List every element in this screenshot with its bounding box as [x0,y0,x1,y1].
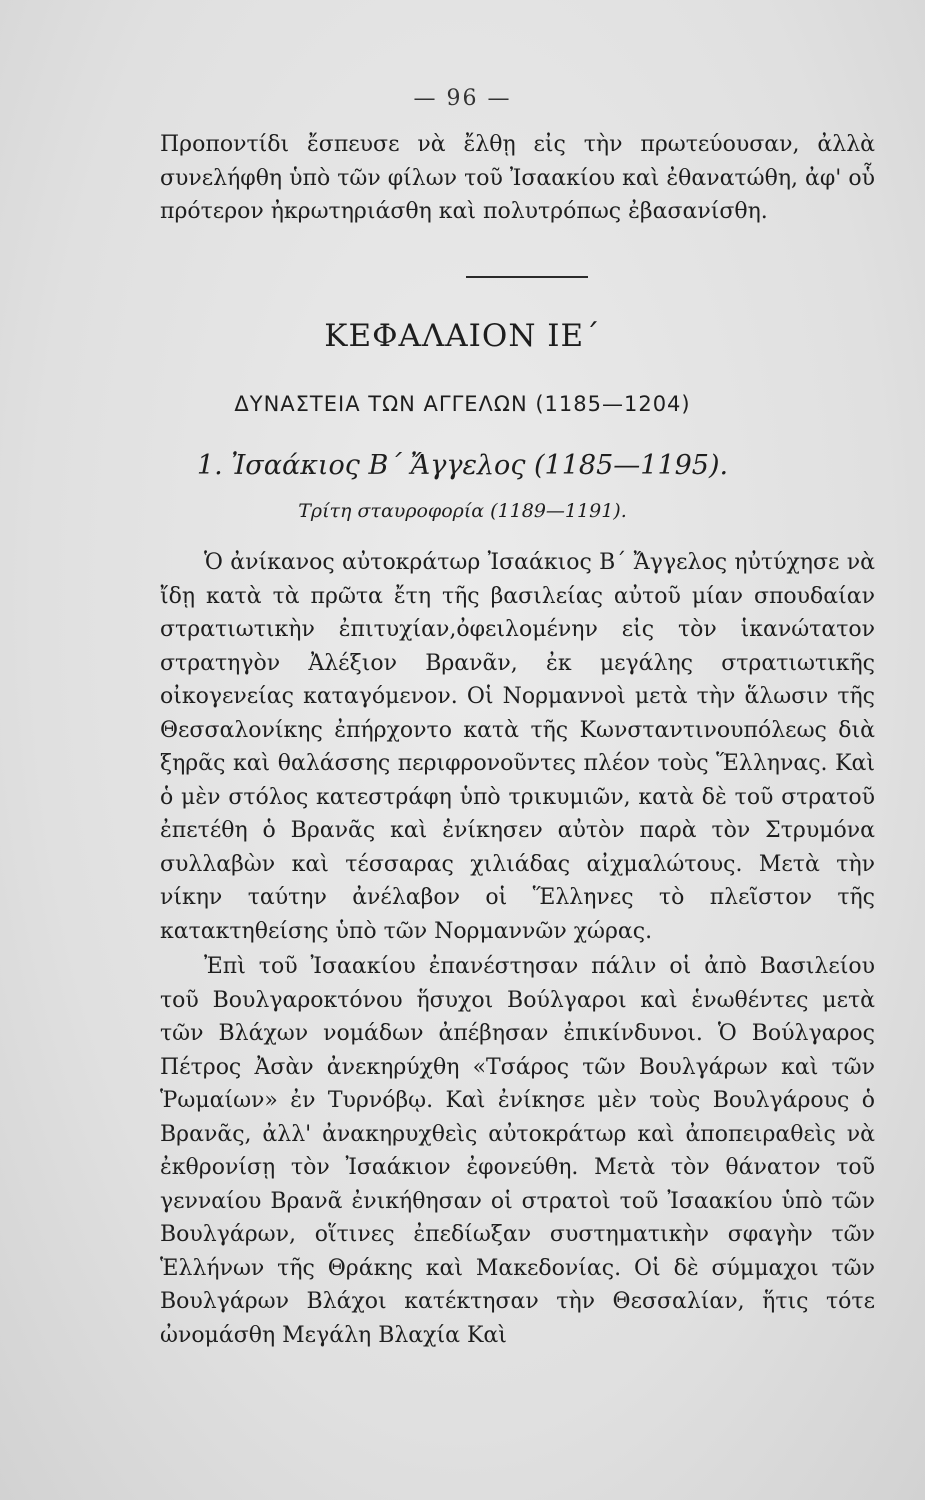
chapter-title: ΚΕΦΑΛΑΙΟΝ ΙΕ΄ [324,318,601,354]
section-heading: 1. Ἰσαάκιος Β΄ Ἄγγελος (1185—1195). [196,450,729,481]
page-number: — 96 — [413,86,512,111]
paragraph: Ἐπὶ τοῦ Ἰσαακίου ἐπανέστησαν πάλιν οἱ ἀπὸ Βασιλείου τοῦ Βουλγαροκτόνου ἥσυχοι Βούλγαροι καὶ ἑνωθέντες μετὰ τῶν Βλάχων νομάδων ἀπέβησαν ἐπικίνδυνοι. Ὁ Βούλγαρος Πέτρος Ἀσὰν ἀνεκηρύχθη «Τσάρος τῶν Βουλγάρων καὶ τῶν Ῥωμαίων» ἐν Τυρνόβῳ. Καὶ ἐνίκησε μὲν τοὺς Βουλγάρους ὁ Βρανᾶς, ἀλλ' ἀνακηρυχθεὶς αὐτοκράτωρ καὶ ἀποπειραθεὶς νὰ ἐκθρονίσῃ τὸν Ἰσαάκιον ἐφονεύθη. Μετὰ τὸν θάνατον τοῦ γενναίου Βρανᾶ ἐνικήθησαν οἱ στρατοὶ τοῦ Ἰσαακίου ὑπὸ τῶν Βουλγάρων, οἵτινες ἐπεδίωξαν συστηματικὴν σφαγὴν τῶν Ἑλλήνων τῆς Θράκης καὶ Μακεδονίας. Οἱ δὲ σύμμαχοι τῶν Βουλγάρων Βλάχοι κατέκτησαν τὴν Θεσσαλίαν, ἥτις τότε ὠνομάσθη Μεγάλη Βλαχία Καὶ [160,954,875,1348]
dynasty-heading: ΔΥΝΑΣΤΕΙΑ ΤΩΝ ΑΓΓΕΛΩΝ (1185—1204) [234,392,691,416]
intro-paragraph: Προποντίδι ἔσπευσε νὰ ἔλθῃ εἰς τὴν πρωτεύουσαν, ἀλλὰ συνελήφθη ὑπὸ τῶν φίλων τοῦ Ἰσαακίου καὶ ἐθανατώθη, ἀφ' οὗ πρότερον ἠκρωτηριάσθη καὶ πολυτρόπως ἐβασανίσθη. [160,132,875,224]
body-text [160,546,875,1352]
section-divider [466,276,588,278]
subsection-heading: Τρίτη σταυροφορία (1189—1191). [298,500,627,522]
paragraph: Ὁ ἀνίκανος αὐτοκράτωρ Ἰσαάκιος Β΄ Ἄγγελος ηὐτύχησε νὰ ἴδῃ κατὰ τὰ πρῶτα ἔτη τῆς βασιλείας αὐτοῦ μίαν σπουδαίαν στρατιωτικὴν ἐπιτυχίαν,ὀφειλομένην εἰς τὸν ἱκανώτατον στρατηγὸν Ἀλέξιον Βρανᾶν, ἐκ μεγάλης στρατιωτικῆς οἰκογενείας καταγόμενον. Οἱ Νορμαννοὶ μετὰ τὴν ἅλωσιν τῆς Θεσσαλονίκης ἐπήρχοντο κατὰ τῆς Κωνσταντινουπόλεως διὰ ξηρᾶς καὶ θαλάσσης περιφρονοῦντες πλέον τοὺς Ἕλληνας. Καὶ ὁ μὲν στόλος κατεστράφη ὑπὸ τρικυμιῶν, κατὰ δὲ τοῦ στρατοῦ ἐπετέθη ὁ Βρανᾶς καὶ ἐνίκησεν αὐτὸν παρὰ τὸν Στρυμόνα συλλαβὼν καὶ τέσσαρας χιλιάδας αἰχμαλώτους. Μετὰ τὴν νίκην ταύτην ἀνέλαβον οἱ Ἕλληνες τὸ πλεῖστον τῆς κατακτηθείσης ὑπὸ τῶν Νορμαννῶν χώρας. [160,550,875,944]
